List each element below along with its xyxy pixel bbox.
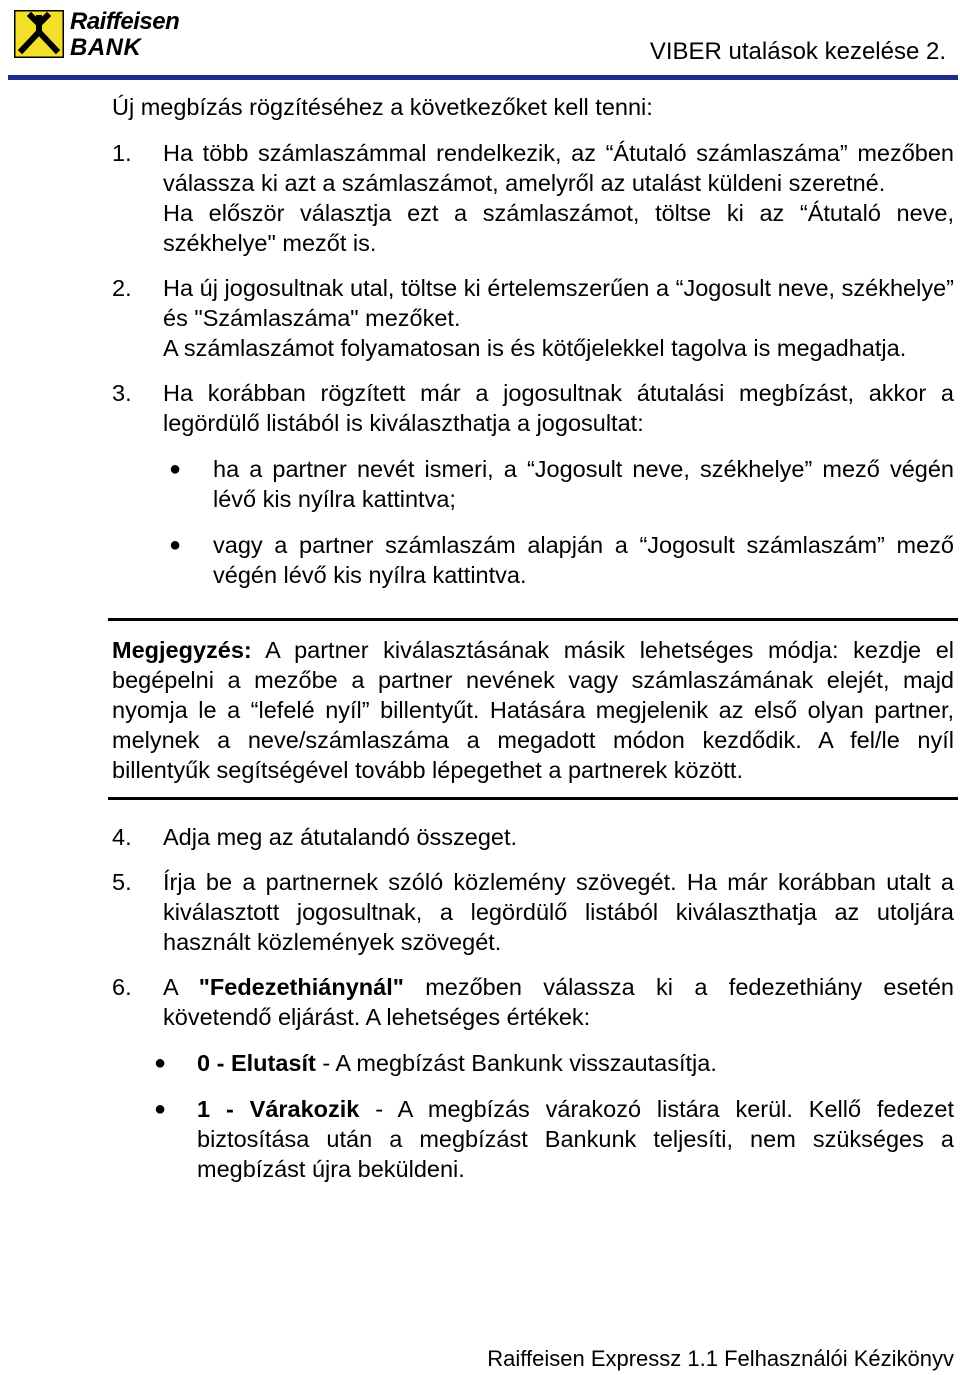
note-text: A partner kiválasztásának másik lehetséges módja: kezdje el begépelni a mezőbe a partner nevének vagy számlaszámának elejét, majd nyomja le a “lefelé nyíl” billentyűt. Hatására megjelenik az első olyan partner, melynek a neve/számlaszáma a megadott módon kezdődik. A fel/le nyíl billentyűk segítségével tovább lépegethet a partnerek között. bbox=[112, 637, 954, 783]
option-text: - A megbízás várakozó listára kerül. Kellő fedezet biztosítása után a megbízást Bankunk teljesíti, nem szükséges a megbízást újra beküldeni. bbox=[197, 1096, 954, 1182]
bullet-icon: ● bbox=[154, 1052, 167, 1074]
bullet-icon: ● bbox=[169, 534, 182, 556]
note-box bbox=[108, 618, 958, 800]
document-body bbox=[112, 92, 954, 1199]
bullet-item bbox=[163, 530, 954, 590]
logo-text-bank: BANK bbox=[70, 34, 142, 61]
list-number: 1. bbox=[112, 140, 132, 166]
item-6-text-post: mezőben válassza ki a fedezethiány esetén követendő eljárást. A lehetséges értékek: bbox=[163, 974, 954, 1030]
raiffeisen-logo bbox=[14, 10, 199, 60]
list-number: 3. bbox=[112, 380, 132, 406]
list-item-3 bbox=[112, 378, 954, 590]
list-number: 2. bbox=[112, 275, 132, 301]
option-item bbox=[112, 1048, 954, 1078]
list-number: 6. bbox=[112, 974, 132, 1000]
list-item-6 bbox=[112, 972, 954, 1184]
item-1-text-a: Ha több számlaszámmal rendelkezik, az “Átutaló számlaszáma” mezőben válassza ki azt a számlaszámot, amelyről az utalást küldeni szeretné. bbox=[163, 140, 954, 196]
list-number: 5. bbox=[112, 869, 132, 895]
item-2-text-b: A számlaszámot folyamatosan is és kötőjelekkel tagolva is megadhatja. bbox=[163, 335, 907, 361]
option-code: 1 - Várakozik bbox=[197, 1096, 360, 1122]
page-header-title: VIBER utalások kezelése 2. bbox=[649, 38, 946, 65]
bullet-icon: ● bbox=[154, 1098, 167, 1120]
bullet-icon: ● bbox=[169, 458, 182, 480]
option-item bbox=[112, 1094, 954, 1184]
field-name-fedezethiany: "Fedezethiánynál" bbox=[198, 974, 404, 1000]
list-item-4 bbox=[112, 822, 954, 852]
item-6-text bbox=[163, 972, 954, 1032]
option-code: 0 - Elutasít bbox=[197, 1050, 316, 1076]
bullet-item bbox=[163, 454, 954, 514]
list-number: 4. bbox=[112, 824, 132, 850]
intro-text: Új megbízás rögzítéséhez a következőket kell tenni: bbox=[112, 94, 653, 120]
item-1-text-b: Ha először választja ezt a számlaszámot, töltse ki az “Átutaló neve, székhelye" mezőt is. bbox=[163, 200, 954, 256]
option-text: - A megbízást Bankunk visszautasítja. bbox=[315, 1050, 717, 1076]
logo-text-raiffeisen: Raiffeisen bbox=[70, 8, 180, 35]
item-6-text-pre: A bbox=[163, 974, 199, 1000]
bullet-text: vagy a partner számlaszám alapján a “Jogosult számlaszám” mező végén lévő kis nyílra kattintva. bbox=[213, 532, 954, 588]
item-2-text-a: Ha új jogosultnak utal, töltse ki értelemszerűen a “Jogosult neve, székhelye” és "Számlaszáma" mezőket. bbox=[163, 275, 954, 331]
page-footer: Raiffeisen Expressz 1.1 Felhasználói Kézikönyv bbox=[487, 1346, 954, 1371]
note-label: Megjegyzés: bbox=[112, 637, 252, 663]
list-item-5 bbox=[112, 867, 954, 957]
item-5-text: Írja be a partnernek szóló közlemény szövegét. Ha már korábban utalt a kiválasztott jogosultnak, a legördülő listából kiválaszthatja az utoljára használt közlemények szövegét. bbox=[163, 869, 954, 955]
item-4-text: Adja meg az átutalandó összeget. bbox=[163, 824, 518, 850]
bullet-text: ha a partner nevét ismeri, a “Jogosult neve, székhelye” mező végén lévő kis nyílra kattintva; bbox=[213, 456, 954, 512]
raiffeisen-logo-icon bbox=[14, 10, 64, 58]
list-item-2 bbox=[112, 273, 954, 363]
list-item-1 bbox=[112, 138, 954, 258]
item-3-text: Ha korábban rögzített már a jogosultnak átutalási megbízást, akkor a legördülő listából is kiválaszthatja a jogosultat: bbox=[163, 380, 954, 436]
header-divider bbox=[8, 75, 958, 80]
